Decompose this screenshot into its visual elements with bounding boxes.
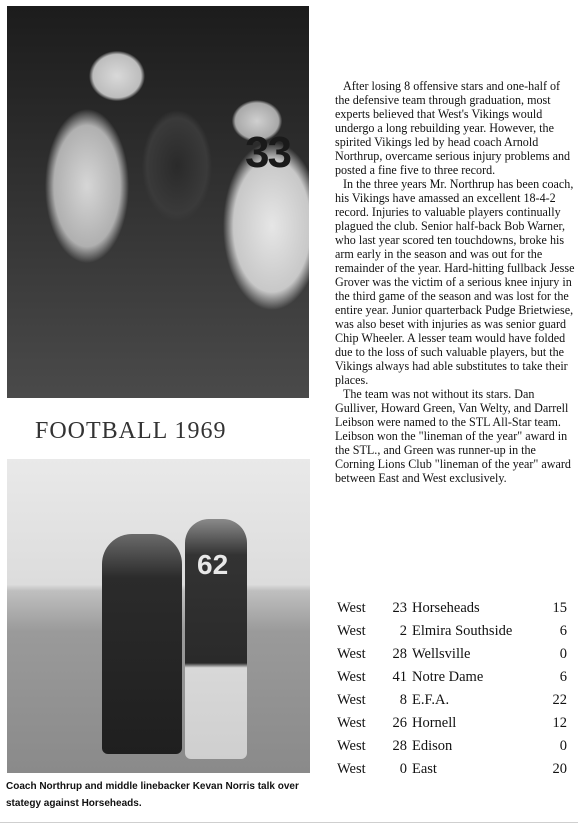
team-name: West (337, 761, 366, 777)
opponent-name: Horseheads (412, 600, 480, 616)
score-row (337, 666, 567, 689)
team-score: 28 (392, 738, 407, 754)
opponent-score: 20 (552, 761, 567, 777)
opponent-score: 6 (559, 623, 567, 639)
opponent-name: Wellsville (412, 646, 471, 662)
score-row (337, 735, 567, 758)
team-name: West (337, 669, 366, 685)
coach-figure (102, 534, 182, 754)
opponent-score: 6 (559, 669, 567, 685)
opponent-score: 12 (552, 715, 567, 731)
team-name: West (337, 623, 366, 639)
team-name: West (337, 715, 366, 731)
team-name: West (337, 646, 366, 662)
opponent-name: Hornell (412, 715, 457, 731)
opponent-name: Edison (412, 738, 453, 754)
score-row (337, 620, 567, 643)
football-action-photo (7, 6, 309, 398)
jersey-number: 62 (197, 549, 229, 580)
opponent-name: East (412, 761, 437, 777)
team-score: 28 (392, 646, 407, 662)
photo-caption: Coach Northrup and middle linebacker Kevan Norris talk over stategy against Horseheads. (6, 781, 299, 809)
page-divider (0, 822, 578, 823)
opponent-score: 22 (552, 692, 567, 708)
score-row (337, 689, 567, 712)
team-name: West (337, 692, 366, 708)
opponent-name: Elmira Southside (412, 623, 513, 639)
opponent-score: 0 (559, 646, 567, 662)
team-name: West (337, 738, 366, 754)
team-score: 8 (399, 692, 407, 708)
coach-and-player-photo (7, 459, 310, 773)
team-score: 26 (392, 715, 407, 731)
article-paragraph: In the three years Mr. Northrup has been coach, his Vikings have amassed an excellent 18-4-2 record. Injuries to valuable players continually plagued the club. Senior half-back Bob Warner, who last year scored ten touchdowns, broke his arm early in the season and was out for the remainder of the year. Hard-hitting fullback Jesse Grover was the victim of a serious knee injury in the third game of the season and was lost for the entire year. Junior quarterback Pudge Brietwiese, was also beset with injuries as was senior guard Chip Wheeler. A lesser team would have folded due to the loss of such valuable players, but the Vikings always had able substitutes to take their places. (335, 177, 575, 387)
score-row (337, 758, 567, 781)
team-score: 2 (399, 623, 407, 639)
season-scores-table (337, 597, 567, 781)
opponent-score: 0 (559, 738, 567, 754)
team-score: 23 (392, 600, 407, 616)
opponent-score: 15 (552, 600, 567, 616)
team-score: 41 (392, 669, 407, 685)
article-text (335, 79, 575, 485)
article-paragraph: The team was not without its stars. Dan Gulliver, Howard Green, Van Welty, and Darrell Leibson were named to the STL All-Star team. Leibson won the "lineman of the year" award in the STL., and Green was runner-up in the Corning Lions Club "lineman of the year" award between East and West exclusively. (335, 387, 571, 485)
score-row (337, 643, 567, 666)
article-paragraph: After losing 8 offensive stars and one-half of the defensive team through graduation, most experts believed that West's Vikings would undergo a long rebuilding year. However, the spirited Vikings led by head coach Arnold Northrup, overcame serious injury problems and posted a fine five to three record. (335, 79, 571, 177)
score-row (337, 597, 567, 620)
opponent-name: Notre Dame (412, 669, 484, 685)
opponent-name: E.F.A. (412, 692, 450, 708)
team-score: 0 (399, 761, 407, 777)
page-title: FOOTBALL 1969 (35, 418, 227, 444)
score-row (337, 712, 567, 735)
jersey-number: 33 (245, 128, 290, 177)
team-name: West (337, 600, 366, 616)
